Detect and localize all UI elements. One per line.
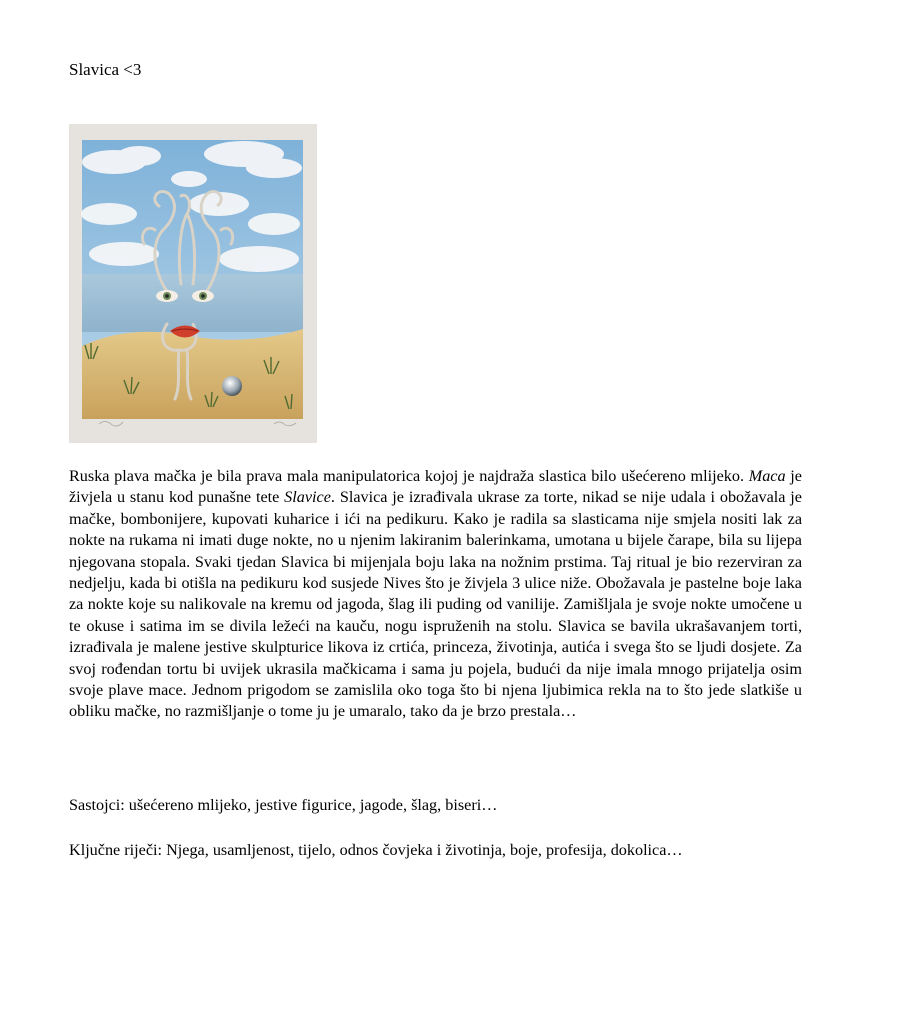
story-paragraph [69,466,802,723]
story-emphasis-slavice: Slavice [284,488,331,507]
story-text-part-2: je živjela u stanu kod punašne tete [69,467,802,507]
story-text-part-1: Ruska plava mačka je bila prava mala manipulatorica kojoj je najdraža slastica bilo ušećereno mlijeko. [69,467,749,485]
painting-image [69,124,317,443]
keywords-line: Ključne riječi: Njega, usamljenost, tijelo, odnos čovjeka i životinja, boje, profesija, dokolica… [69,841,683,859]
page-title: Slavica <3 [69,60,142,79]
story-emphasis-maca: Maca [748,467,786,485]
story-text-part-3: . Slavica je izrađivala ukrase za torte, nikad se nije udala i obožavala je mačke, bombonijere, kupovati kuharice i ići na pedikuru. Kako je radila sa slasticama nije smjela nositi lak za nokte na rukama ni imati duge nokte, no u njenim lakiranim balerinkama, umotana u bijele čarape, bila su lijepa njegovana stopala. Svaki tjedan Slavica bi mijenjala boju laka na nožnim prstima. Taj ritual je bio rezerviran za nedjelju, kada bi otišla na pedikuru kod susjede Nives što je živjela 3 ulice niže. Obožavala je pastelne boje laka za nokte koje su nalikovale na kremu od jagoda, šlag ili puding od vanilije. Zamišljala je svoje nokte umočene u te okuse i satima im se divila ležeći na kauču, nogu ispruženih na stolu. Slavica se bavila ukrašavanjem torti, izrađivala je malene jestive skulpturice likova iz crtića, princeza, životinja, autića i svega što se ljudi dosjete. Za svoj rođendan tortu bi uvijek ukrasila mačkicama i sama ju pojela, budući da nije imala mnogo prijatelja osim svoje plave mace. Jednom prigodom se zamislila oko toga što bi njena ljubimica rekla na to što jede slatkiše u obliku mačke, no razmišljanje o tome ju je umaralo, tako da je brzo prestala… [69,488,802,721]
ingredients-line: Sastojci: ušećereno mlijeko, jestive figurice, jagode, šlag, biseri… [69,796,498,814]
